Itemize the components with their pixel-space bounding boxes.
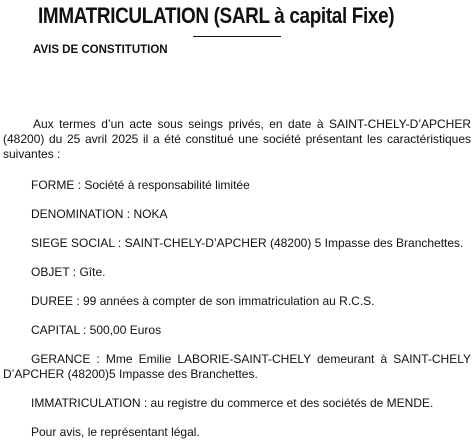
intro-paragraph: Aux termes d’un acte sous seings privés, en date à SAINT-CHELY-D’APCHER (48200) du 25 avril 2025 il a été constitué une société présentant les caractéristiques suivantes :: [3, 117, 471, 161]
notice-title: IMMATRICULATION (SARL à capital Fixe): [38, 3, 395, 28]
forme-line: FORME : Société à responsabilité limitée: [31, 178, 250, 192]
signature-line: Pour avis, le représentant légal.: [31, 425, 200, 439]
siege-social-line: SIEGE SOCIAL : SAINT-CHELY-D’APCHER (48200) 5 Impasse des Branchettes.: [31, 236, 464, 250]
gerance-paragraph: GERANCE : Mme Emilie LABORIE-SAINT-CHELY demeurant à SAINT-CHELY D’APCHER (48200)5 Impasse des Branchettes.: [3, 352, 471, 381]
objet-line: OBJET : Gîte.: [31, 265, 106, 279]
notice-subtitle: AVIS DE CONSTITUTION: [33, 44, 168, 56]
immatriculation-line: IMMATRICULATION : au registre du commerce et des sociétés de MENDE.: [31, 396, 434, 410]
duree-line: DUREE : 99 années à compter de son immatriculation au R.C.S.: [31, 294, 375, 308]
title-underline-divider: [193, 36, 281, 37]
capital-line: CAPITAL : 500,00 Euros: [31, 323, 162, 337]
denomination-line: DENOMINATION : NOKA: [31, 207, 168, 221]
